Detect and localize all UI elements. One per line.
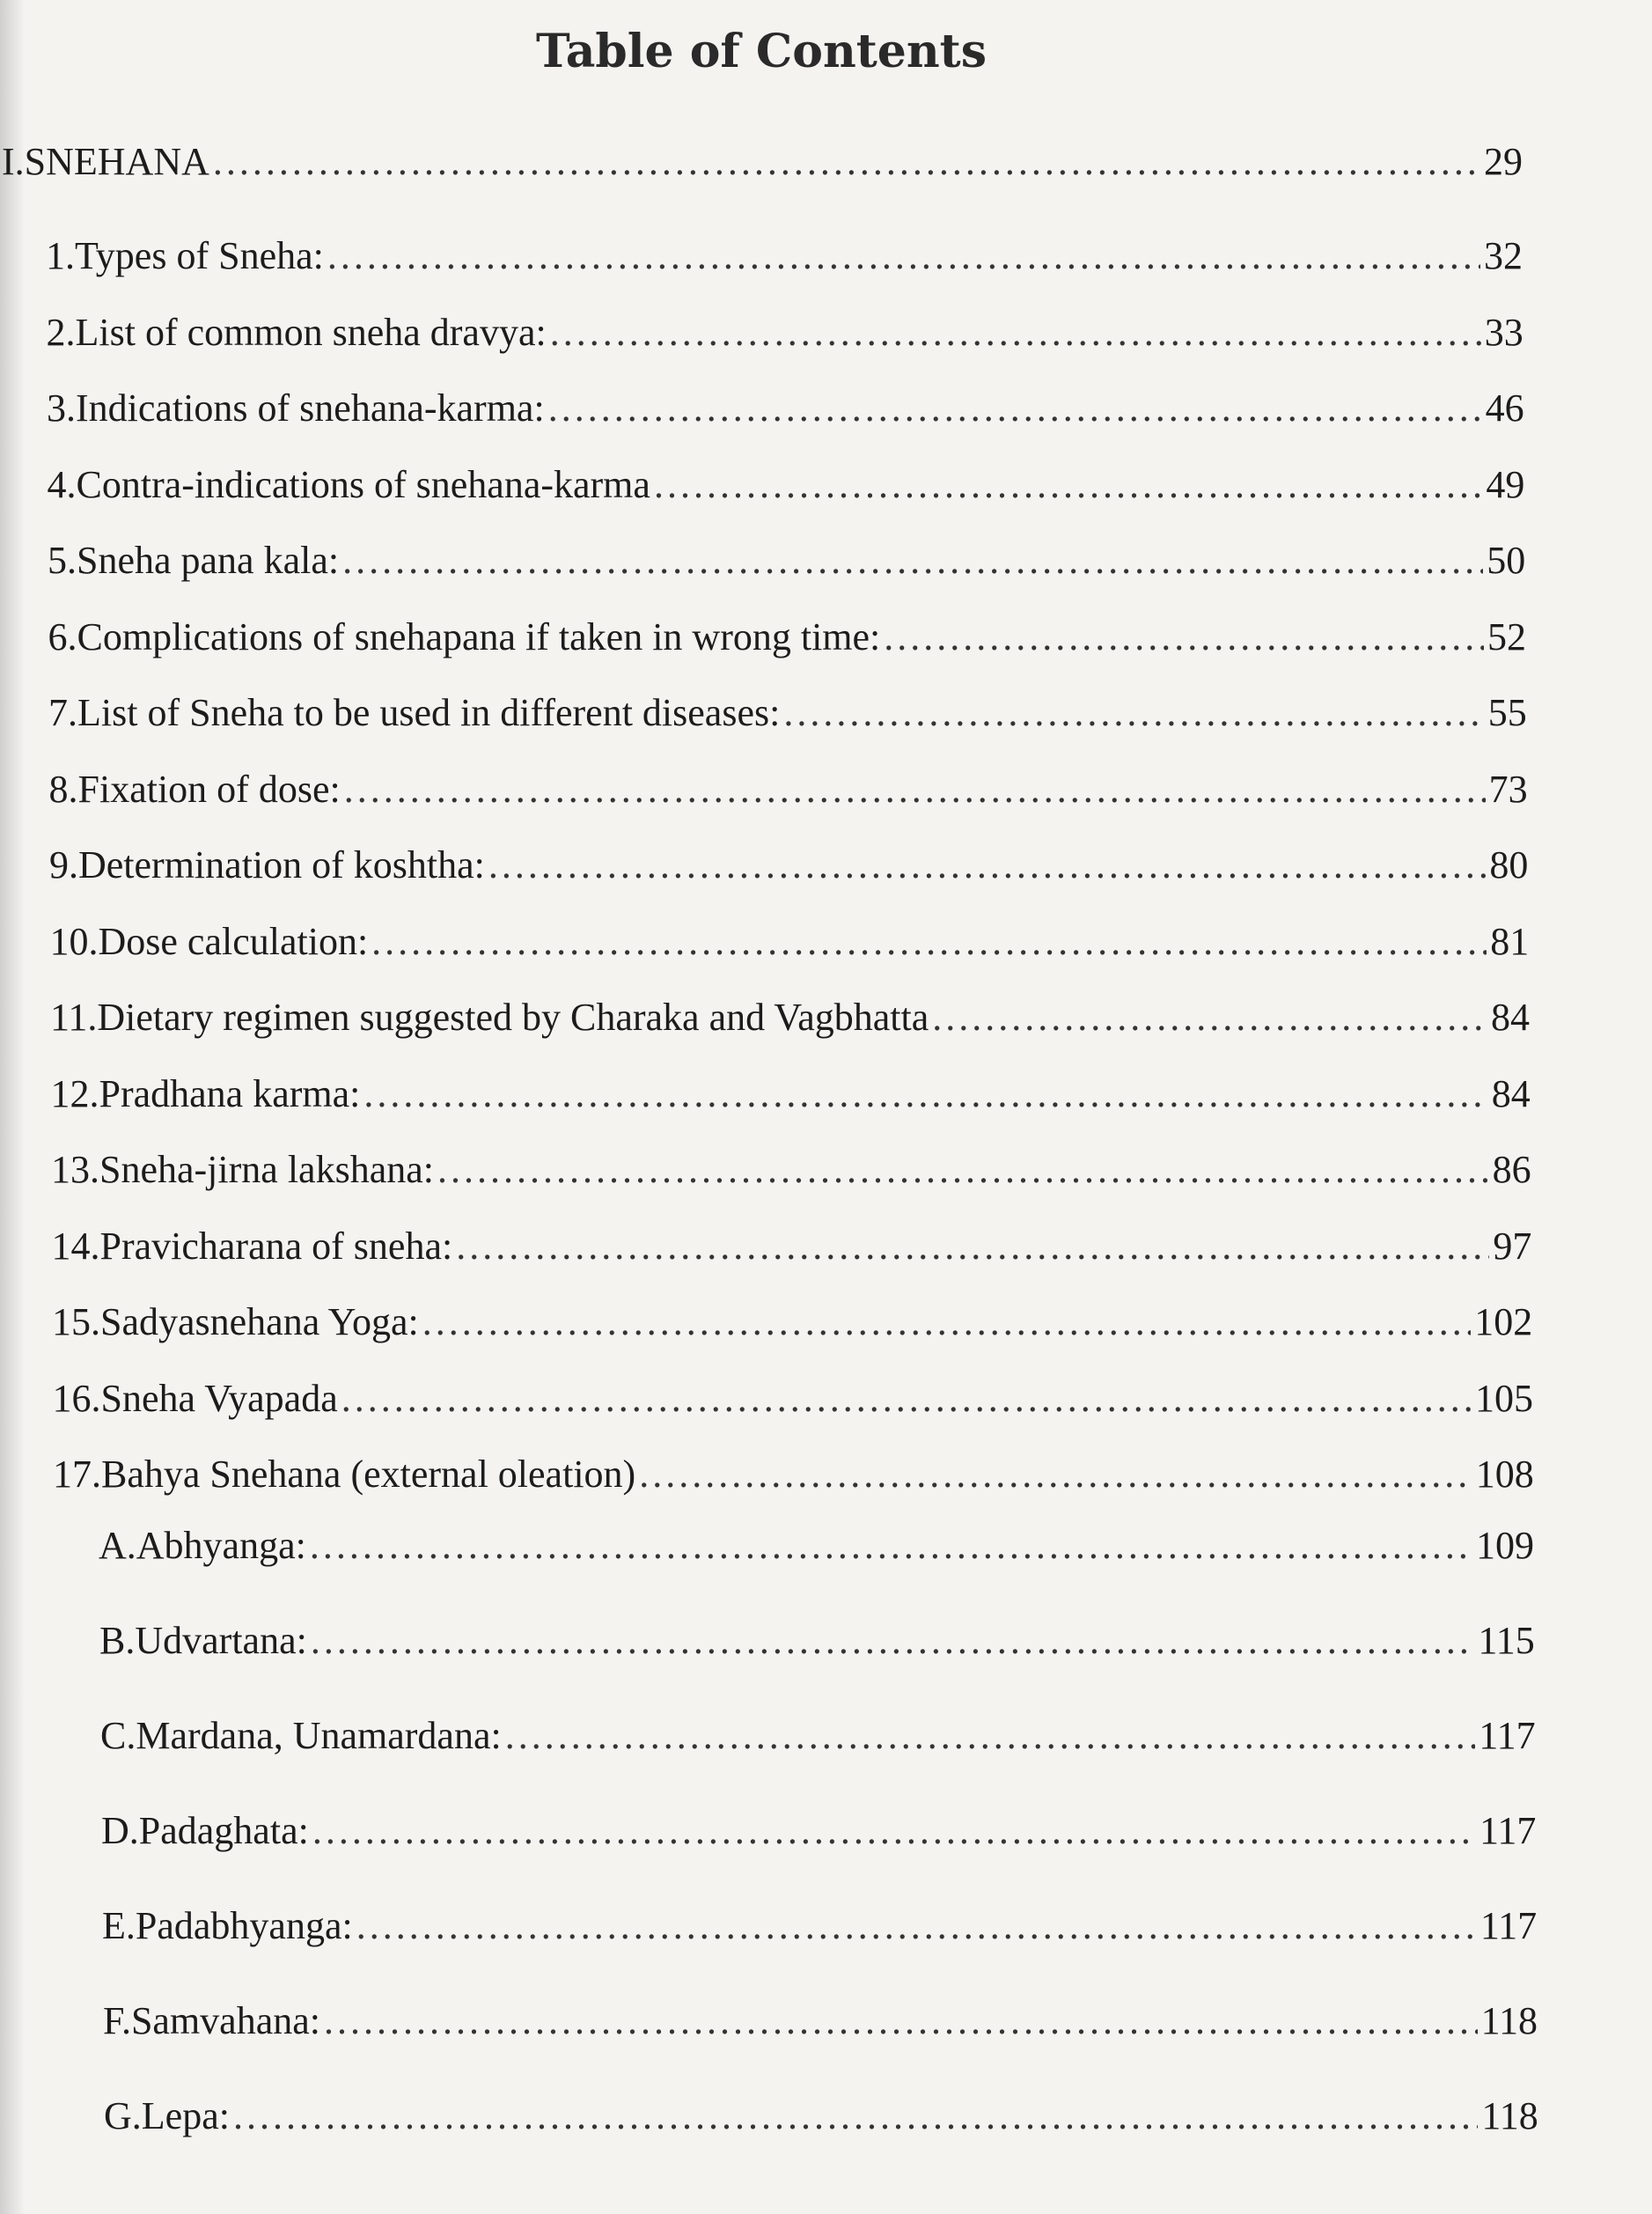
toc-entry[interactable]	[2, 139, 1523, 186]
entry-page-number: 105	[1475, 1376, 1533, 1420]
entry-label: Abhyanga:	[136, 1524, 306, 1567]
entry-number: 8.	[48, 767, 78, 811]
toc-entry[interactable]	[99, 1523, 1534, 1570]
entry-number: I.	[2, 140, 25, 183]
entry-page-number: 52	[1487, 614, 1526, 658]
entry-label: Lepa:	[141, 2094, 230, 2137]
entry-page-number: 73	[1488, 767, 1528, 811]
entry-number: 16.	[52, 1376, 101, 1420]
toc-entry[interactable]	[46, 233, 1523, 280]
entry-page-number: 32	[1484, 234, 1523, 277]
entry-label: Sneha-jirna lakshana:	[99, 1148, 434, 1191]
dot-leader	[437, 1147, 1489, 1194]
dot-leader	[312, 1808, 1476, 1855]
dot-leader	[932, 995, 1487, 1041]
entry-number: 2.	[46, 310, 76, 354]
entry-label: Sadyasnehana Yoga:	[100, 1300, 419, 1343]
toc-entry[interactable]	[47, 310, 1524, 357]
page-title: Table of Contents	[536, 25, 987, 78]
toc-entry[interactable]	[99, 1618, 1535, 1665]
dot-leader	[233, 2093, 1478, 2140]
toc-entry[interactable]	[49, 842, 1528, 889]
toc-entry[interactable]	[51, 1147, 1531, 1194]
entry-number: 13.	[51, 1148, 99, 1191]
dot-leader	[363, 1071, 1487, 1118]
entry-label: Fixation of dose:	[77, 767, 341, 811]
entry-label: Sneha Vyapada	[100, 1376, 338, 1420]
entry-label: Padabhyanga:	[135, 1904, 353, 1947]
toc-entry[interactable]	[104, 2093, 1538, 2140]
entry-page-number: 80	[1489, 843, 1529, 886]
toc-entry[interactable]	[52, 1224, 1532, 1270]
dot-leader	[310, 1523, 1472, 1570]
entry-number: E.	[102, 1904, 136, 1947]
entry-label: Sneha pana kala:	[77, 539, 340, 582]
entry-number: 12.	[50, 1071, 99, 1115]
toc-entry[interactable]	[48, 690, 1527, 737]
entry-label: Samvahana:	[130, 1999, 320, 2042]
entry-page-number: 81	[1490, 919, 1530, 963]
toc-entry[interactable]	[103, 1998, 1538, 2045]
entry-page-number: 118	[1481, 2094, 1538, 2137]
entry-page-number: 84	[1491, 996, 1530, 1039]
entry-page-number: 117	[1479, 1714, 1536, 1757]
dot-leader	[356, 1903, 1477, 1950]
entry-page-number: 97	[1493, 1224, 1532, 1268]
entry-page-number: 84	[1491, 1071, 1531, 1115]
entry-label: Padaghata:	[138, 1809, 309, 1852]
dot-leader	[324, 1998, 1478, 2045]
dot-leader	[311, 1618, 1475, 1665]
entry-label: SNEHANA	[24, 140, 209, 183]
entry-page-number: 109	[1476, 1524, 1534, 1567]
entry-number: 10.	[49, 919, 99, 963]
entry-page-number: 50	[1487, 539, 1526, 582]
toc-entry[interactable]	[52, 1299, 1532, 1346]
entry-label: Types of Sneha:	[75, 234, 324, 277]
dot-leader	[341, 1376, 1472, 1423]
entry-page-number: 86	[1492, 1148, 1531, 1191]
entry-number: 17.	[53, 1453, 101, 1496]
entry-label: Pradhana karma:	[99, 1071, 361, 1115]
entry-page-number: 55	[1487, 691, 1527, 734]
toc-entry[interactable]	[50, 995, 1530, 1041]
dot-leader	[456, 1224, 1489, 1270]
entry-label: Indications of snehana-karma:	[76, 386, 545, 430]
entry-number: 1.	[46, 234, 75, 277]
toc-entry[interactable]	[49, 767, 1528, 813]
toc-entry[interactable]	[48, 614, 1527, 661]
dot-leader	[783, 690, 1484, 737]
entry-page-number: 117	[1479, 1809, 1537, 1852]
toc-entry[interactable]	[102, 1903, 1537, 1950]
dot-leader	[422, 1299, 1471, 1346]
entry-label: List of common sneha dravya:	[75, 310, 547, 354]
entry-label: Dose calculation:	[98, 919, 369, 963]
toc-entry[interactable]	[101, 1808, 1536, 1855]
toc-entry[interactable]	[51, 1071, 1531, 1118]
entry-number: 6.	[48, 614, 77, 658]
dot-leader	[550, 310, 1481, 357]
toc-entry[interactable]	[48, 462, 1525, 509]
entry-label: Determination of koshtha:	[78, 843, 485, 886]
entry-number: G.	[104, 2094, 142, 2137]
entry-number: 3.	[47, 386, 76, 430]
entry-number: A.	[99, 1524, 136, 1567]
toc-entry[interactable]	[48, 538, 1525, 585]
entry-number: 14.	[51, 1224, 100, 1268]
dot-leader	[548, 386, 1482, 432]
dot-leader	[344, 767, 1486, 813]
entry-number: 5.	[48, 539, 77, 582]
entry-page-number: 117	[1479, 1904, 1538, 1947]
entry-page-number: 102	[1474, 1300, 1533, 1343]
entry-label: Mardana, Unamardana:	[136, 1714, 502, 1757]
entry-number: 4.	[47, 462, 77, 506]
entry-number: 7.	[48, 691, 77, 734]
entry-page-number: 33	[1484, 310, 1524, 354]
entry-number: D.	[101, 1809, 139, 1852]
entry-number: B.	[99, 1619, 136, 1662]
dot-leader	[654, 462, 1482, 509]
toc-entry[interactable]	[100, 1713, 1536, 1760]
entry-page-number: 49	[1486, 462, 1525, 506]
entry-number: 11.	[50, 996, 98, 1039]
entry-page-number: 29	[1484, 140, 1523, 183]
dot-leader	[371, 919, 1487, 966]
dot-leader	[213, 139, 1480, 186]
toc-entry[interactable]	[47, 386, 1524, 432]
dot-leader	[639, 1452, 1472, 1498]
entry-label: Udvartana:	[135, 1619, 307, 1662]
toc-entry[interactable]	[53, 1452, 1534, 1498]
dot-leader	[342, 538, 1483, 585]
entry-label: Contra-indications of snehana-karma	[76, 462, 650, 506]
entry-page-number: 118	[1480, 1999, 1538, 2042]
entry-label: List of Sneha to be used in different diseases:	[77, 691, 781, 734]
dot-leader	[488, 842, 1486, 889]
toc-entry[interactable]	[53, 1376, 1534, 1423]
dot-leader	[327, 233, 1480, 280]
entry-label: Complications of snehapana if taken in wrong time:	[77, 614, 881, 658]
entry-number: 9.	[49, 843, 78, 886]
entry-page-number: 115	[1478, 1619, 1535, 1662]
entry-number: F.	[103, 1999, 131, 2042]
entry-label: Bahya Snehana (external oleation)	[101, 1453, 636, 1496]
dot-leader	[505, 1713, 1476, 1760]
entry-page-number: 108	[1475, 1453, 1534, 1496]
entry-number: 15.	[52, 1300, 100, 1343]
entry-page-number: 46	[1485, 386, 1524, 430]
dot-leader	[884, 614, 1484, 661]
entry-label: Dietary regimen suggested by Charaka and Vagbhatta	[97, 996, 929, 1039]
toc-entry[interactable]	[50, 919, 1530, 966]
entry-number: C.	[100, 1714, 136, 1757]
entry-label: Pravicharana of sneha:	[99, 1224, 453, 1268]
